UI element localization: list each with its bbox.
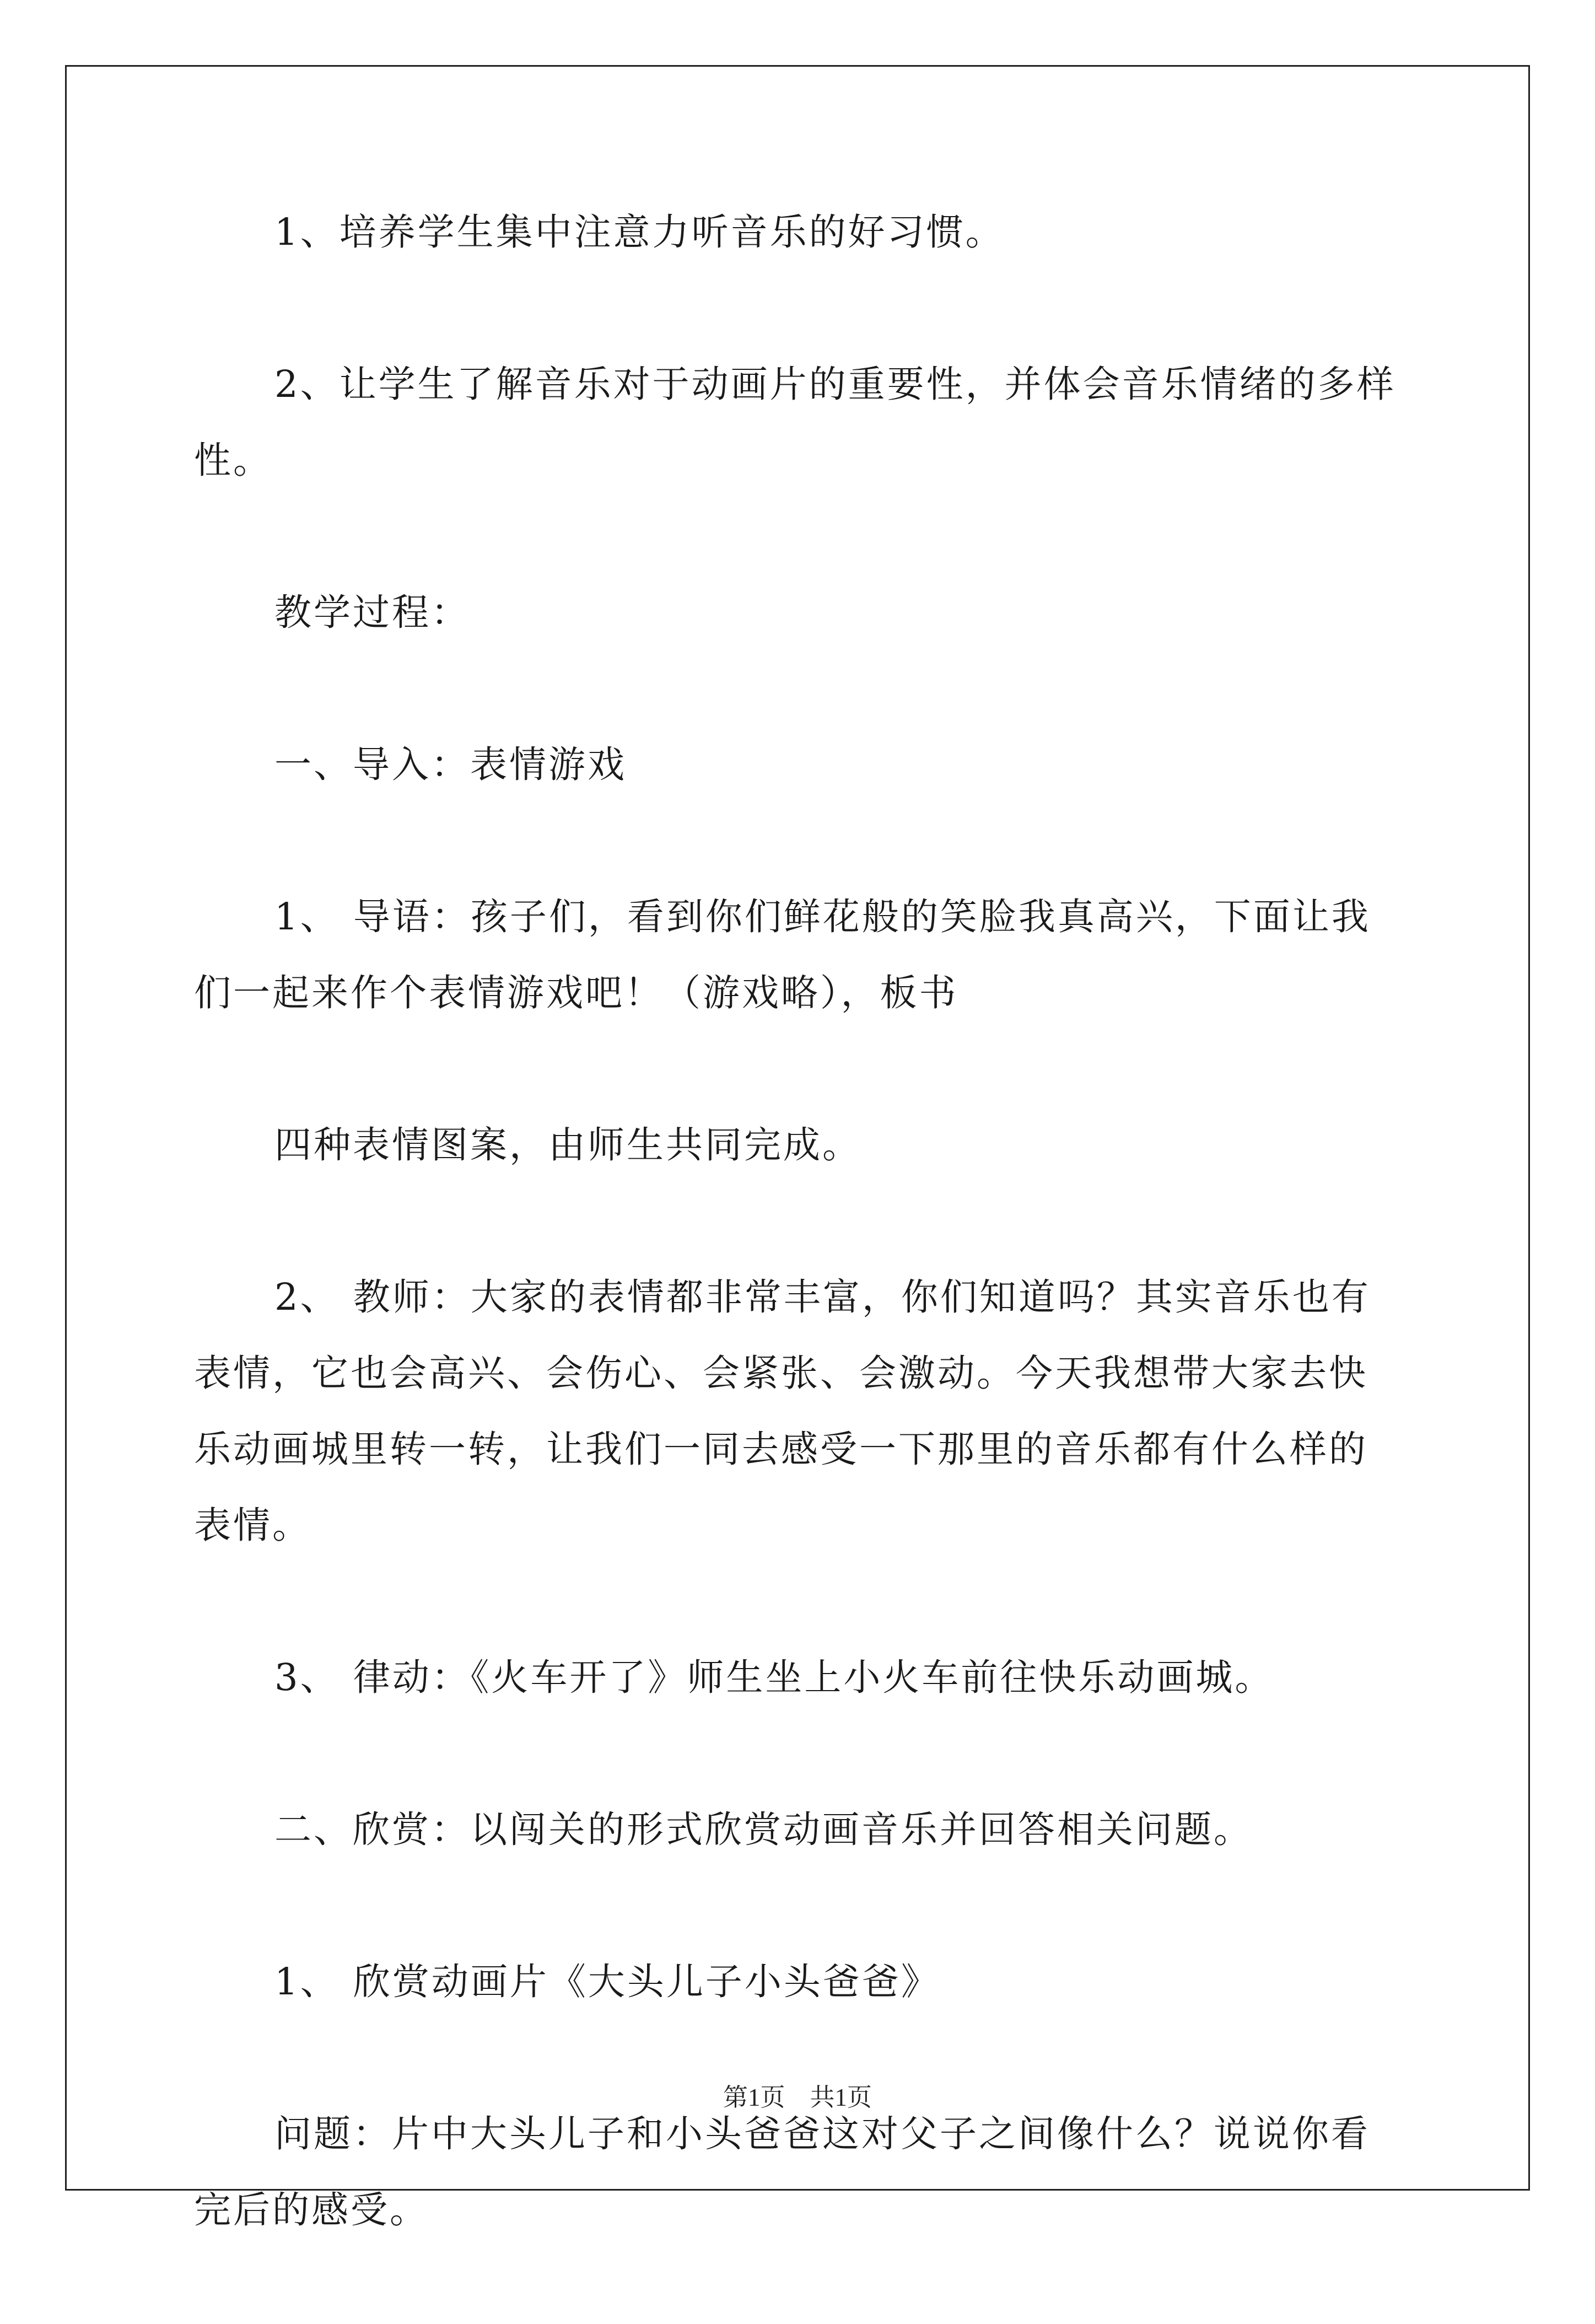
paragraph-intro-2: 2、 教师：大家的表情都非常丰富，你们知道吗？其实音乐也有表情，它也会高兴、会伤心、会紧张、会激动。今天我想带大家去快乐动画城里转一转，让我们一同去感受一下那里的音乐都有什么样的表情。: [194, 1276, 1371, 1547]
paragraph-goal-1: 1、培养学生集中注意力听音乐的好习惯。: [274, 211, 1005, 254]
paragraph-section-1-heading: 一、导入：表情游戏: [274, 743, 627, 786]
paragraph-goal-2: 2、让学生了解音乐对于动画片的重要性，并体会音乐情绪的多样性。: [194, 363, 1396, 482]
page-footer: 第1页 共1页: [723, 2084, 872, 2111]
document-body: [194, 194, 1401, 2324]
paragraph-intro-1: 1、 导语：孩子们，看到你们鲜花般的笑脸我真高兴，下面让我们一起来作个表情游戏吧！（游戏略），板书: [194, 895, 1371, 1014]
paragraph-intro-1-continued: 四种表情图案，由师生共同完成。: [274, 1123, 861, 1166]
paragraph-question: 问题：片中大头儿子和小头爸爸这对父子之间像什么？说说你看完后的感受。: [194, 2112, 1370, 2231]
paragraph-section-2-heading: 二、欣赏：以闯关的形式欣赏动画音乐并回答相关问题。: [274, 1808, 1253, 1851]
paragraph-appreciation-1: 1、 欣赏动画片《大头儿子小头爸爸》: [274, 1960, 940, 2003]
paragraph-intro-3: 3、 律动：《火车开了》师生坐上小火车前往快乐动画城。: [274, 1656, 1274, 1699]
paragraph-teaching-process-heading: 教学过程：: [274, 591, 470, 634]
